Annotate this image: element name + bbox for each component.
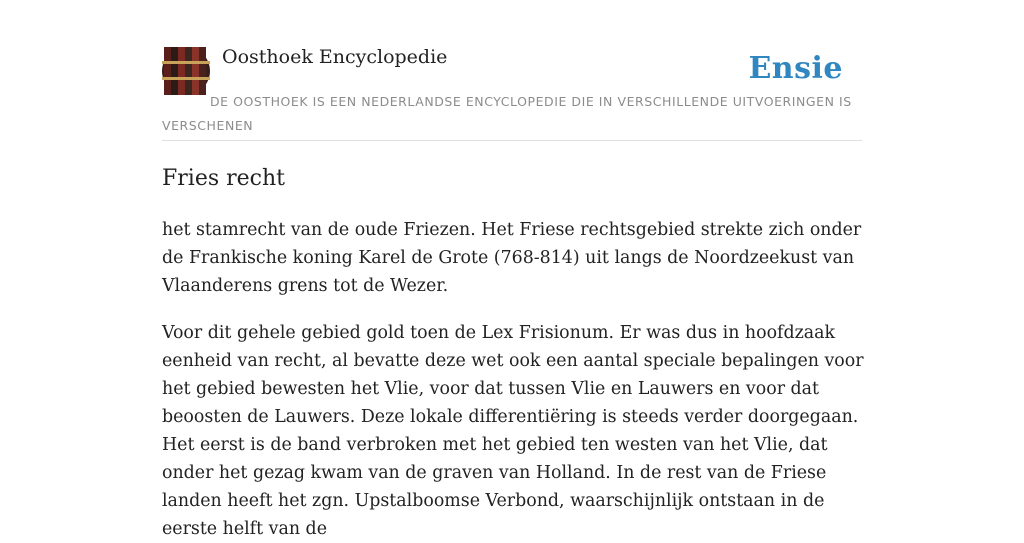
shelf-band: [162, 77, 210, 80]
article-paragraph: Voor dit gehele gebied gold toen de Lex Frisionum. Er was dus in hoofdzaak eenheid van recht, al bevatte deze wet ook een aantal speciale bepalingen voor het gebied bewesten het Vlie, voor dat tussen Vlie en Lauwers en voor dat beoosten de Lauwers. Deze lokale differentiëring is steeds verder doorgegaan. Het eerst is de band verbroken met het gebied ten westen van het Vlie, dat onder het gezag kwam van de graven van Holland. In de rest van de Friese landen heeft het zgn. Upstalboomse Verbond, waarschijnlijk ontstaan in de eerste helft van de: [162, 323, 864, 539]
article: [162, 162, 867, 543]
book-spine: [185, 47, 192, 95]
site-title[interactable]: Oosthoek Encyclopedie: [222, 46, 448, 68]
book-spine: [178, 47, 185, 95]
book-spine: [171, 47, 178, 95]
article-paragraph: het stamrecht van de oude Friezen. Het Friese rechtsgebied strekte zich onder de Frankische koning Karel de Grote (768-814) uit langs de Noordzeekust van Vlaanderens grens tot de Wezer.: [162, 220, 862, 296]
book-spine: [164, 47, 171, 95]
site-tagline: DE OOSTHOEK IS EEN NEDERLANDSE ENCYCLOPEDIE DIE IN VERSCHILLENDE UITVOERINGEN IS VERSCHENEN: [162, 94, 852, 133]
book-spine: [199, 47, 206, 95]
article-title: Fries recht: [162, 166, 285, 191]
shelf-band: [162, 61, 210, 64]
book-spine: [192, 47, 199, 95]
site-header: [162, 46, 862, 141]
bookshelf-avatar-icon[interactable]: [162, 47, 210, 95]
brand-logo[interactable]: Ensie: [748, 51, 843, 86]
